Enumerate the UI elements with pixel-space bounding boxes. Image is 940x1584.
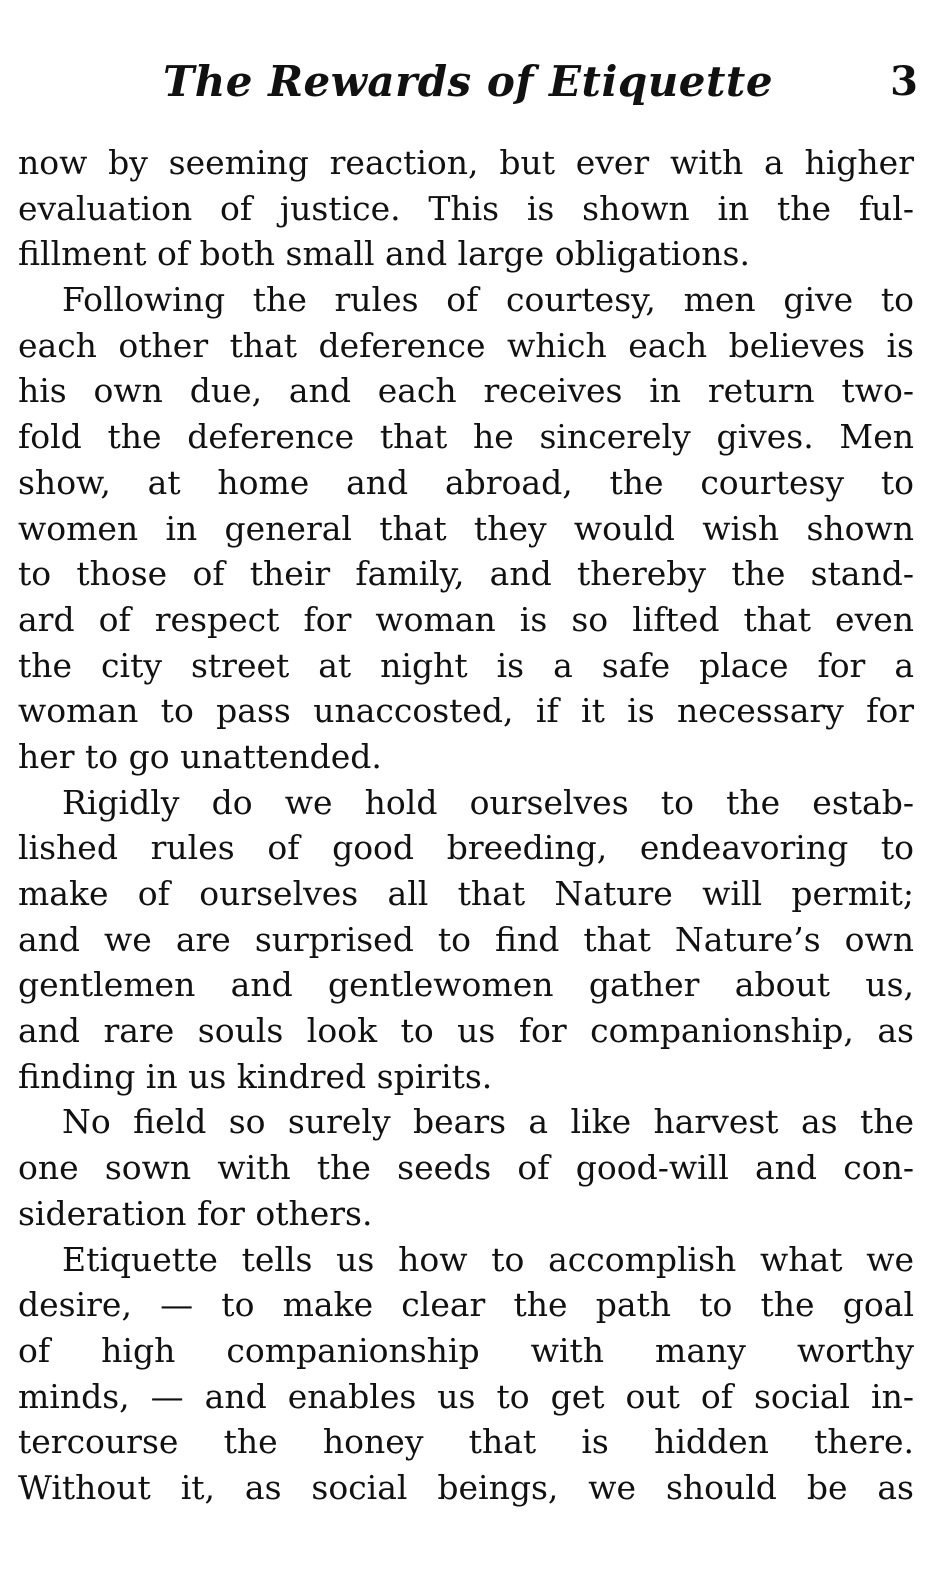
body-text <box>18 140 914 1511</box>
paragraph <box>18 1099 914 1236</box>
text-line: his own due, and each receives in return two- <box>18 371 914 411</box>
text-line: evaluation of justice. This is shown in the ful- <box>18 188 914 228</box>
running-header <box>18 50 918 114</box>
paragraph <box>18 780 914 1100</box>
page-number: 3 <box>890 58 918 105</box>
text-line: desire, — to make clear the path to the goal <box>18 1285 914 1325</box>
text-line: each other that deference which each believes is <box>18 325 914 365</box>
text-line: of high companionship with many worthy <box>18 1330 914 1370</box>
text-line: now by seeming reaction, but ever with a higher <box>18 143 914 182</box>
text-line: to those of their family, and thereby the stand- <box>18 554 914 594</box>
text-line: make of ourselves all that Nature will permit; <box>18 874 914 913</box>
text-line: her to go unattended. <box>18 736 382 776</box>
text-line: fold the deference that he sincerely gives. Men <box>18 417 914 457</box>
text-line: Without it, as social beings, we should be as <box>18 1467 914 1507</box>
text-line: gentlemen and gentlewomen gather about us, <box>18 965 914 1005</box>
text-line: tercourse the honey that is hidden there. <box>18 1422 914 1462</box>
text-line: ard of respect for woman is so lifted that even <box>18 599 914 639</box>
text-line: and rare souls look to us for companionship, as <box>18 1011 914 1051</box>
text-line: No field so surely bears a like harvest as the <box>62 1102 914 1142</box>
text-line: women in general that they would wish shown <box>18 508 914 548</box>
text-line: lished rules of good breeding, endeavoring to <box>18 828 914 868</box>
running-title: The Rewards of Etiquette <box>162 57 774 106</box>
text-line: finding in us kindred spirits. <box>18 1056 493 1096</box>
text-line: one sown with the seeds of good-will and con- <box>18 1148 914 1188</box>
paragraph <box>18 140 914 277</box>
text-line: fillment of both small and large obligations. <box>18 234 750 274</box>
text-line: Following the rules of courtesy, men give to <box>62 280 914 320</box>
paragraph <box>18 1237 914 1511</box>
text-line: Rigidly do we hold ourselves to the estab- <box>62 782 914 822</box>
text-line: Etiquette tells us how to accomplish what we <box>62 1239 914 1279</box>
text-line: woman to pass unaccosted, if it is necessary for <box>18 691 914 731</box>
text-line: minds, — and enables us to get out of social in- <box>18 1376 914 1416</box>
paragraph <box>18 277 914 780</box>
text-line: sideration for others. <box>18 1193 373 1233</box>
text-line: the city street at night is a safe place for a <box>18 645 914 685</box>
text-line: and we are surprised to find that Nature’s own <box>18 919 914 959</box>
text-line: show, at home and abroad, the courtesy to <box>18 462 914 502</box>
